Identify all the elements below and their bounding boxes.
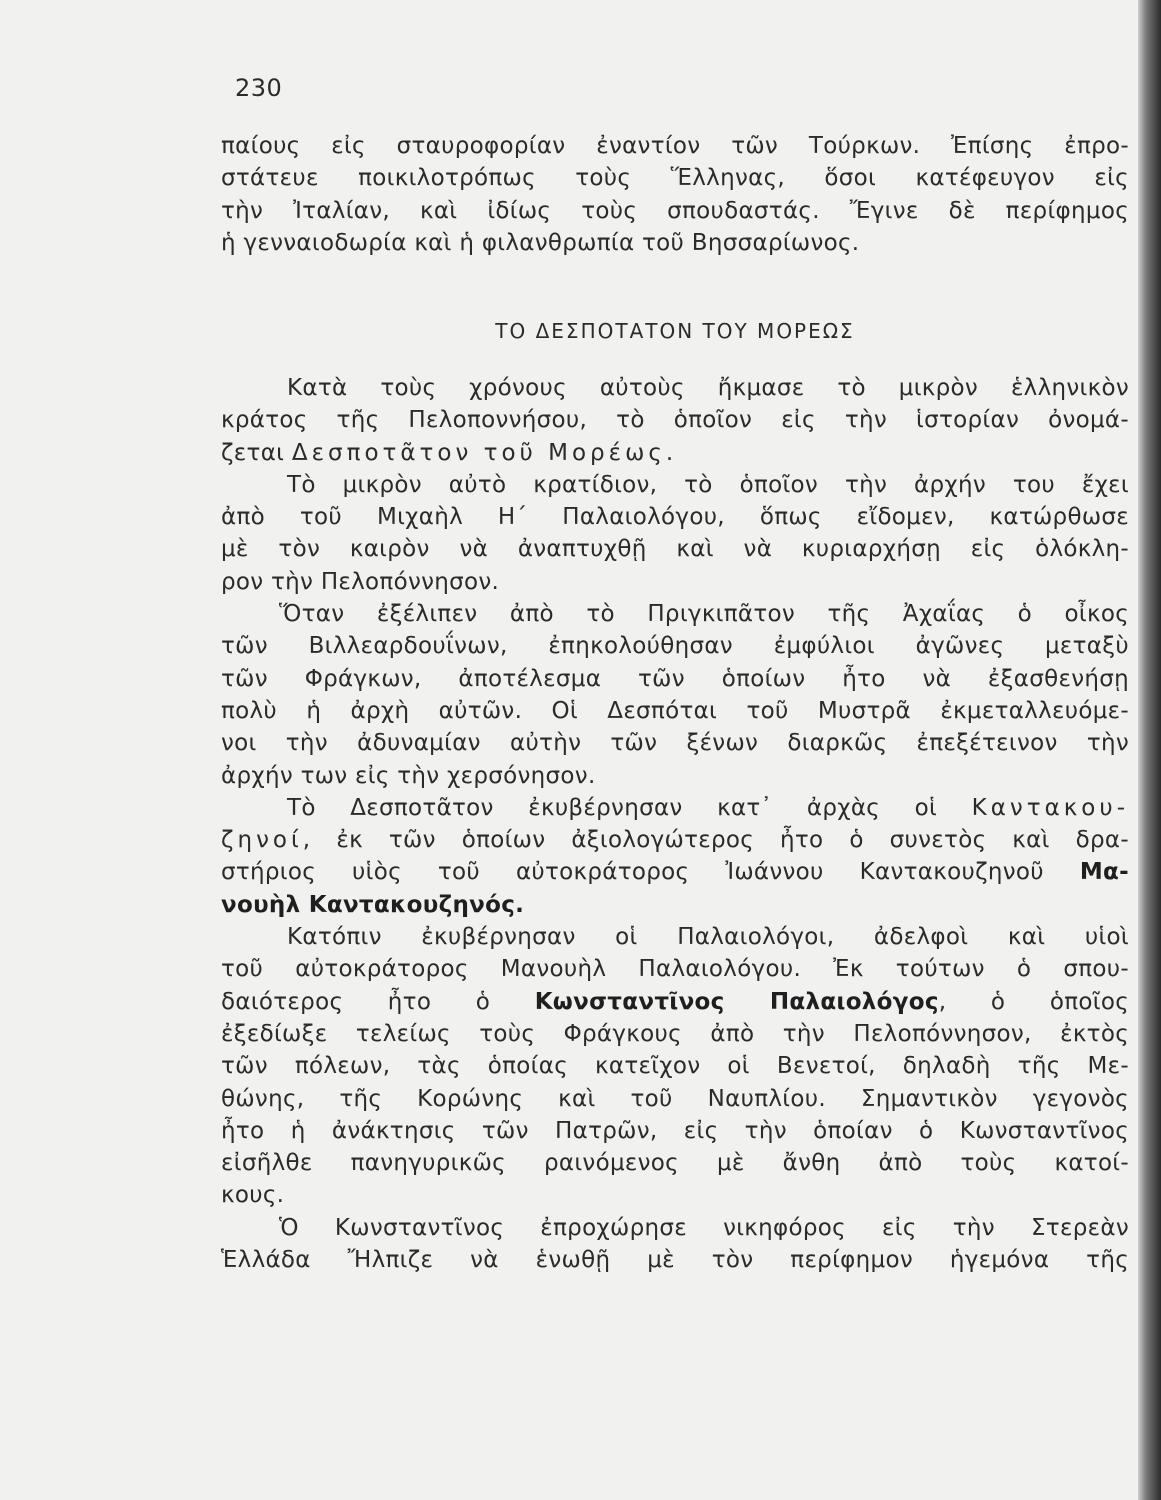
text-line: ἀπὸ τοῦ Μιχαὴλ Η΄ Παλαιολόγου, ὅπως εἴδομεν, κατώρθωσε <box>221 504 1129 531</box>
text-line: Ἑλλάδα Ἤλπιζε νὰ ἑνωθῇ μὲ τὸν περίφημον ἡγεμόνα τῆς <box>221 1247 1129 1274</box>
text-line: τῶν Φράγκων, ἀποτέλεσμα τῶν ὁποίων ἦτο νὰ ἐξασθενήσῃ <box>221 665 1129 692</box>
text-line: ἡ γενναιοδωρία καὶ ἡ φιλανθρωπία τοῦ Βησσαρίωνος. <box>221 229 860 256</box>
text-line <box>221 986 1129 1018</box>
text-line: πολὺ ἡ ἀρχὴ αὐτῶν. Οἱ Δεσπόται τοῦ Μυστρᾶ ἐκμεταλλευόμε- <box>221 697 1129 724</box>
text-line: ρον τὴν Πελοπόννησον. <box>221 568 500 595</box>
text-line <box>221 856 1129 888</box>
book-spine-shadow <box>1138 0 1161 1500</box>
text-line: μὲ τὸν καιρὸν νὰ ἀναπτυχθῇ καὶ νὰ κυριαρχήσῃ εἰς ὁλόκλη- <box>221 536 1129 563</box>
text-line: ἐξεδίωξε τελείως τοὺς Φράγκους ἀπὸ τὴν Πελοπόννησον, ἐκτὸς <box>221 1020 1129 1047</box>
text-line: Ὅταν ἐξέλιπεν ἀπὸ τὸ Πριγκιπᾶτον τῆς Ἀχαΐας ὁ οἶκος <box>279 601 1129 628</box>
text-line: Ὁ Κωνσταντῖνος ἐπροχώρησε νικηφόρος εἰς τὴν Στερεὰν <box>279 1214 1129 1241</box>
text-line: τὴν Ἰταλίαν, καὶ ἰδίως τοὺς σπουδαστάς. Ἔγινε δὲ περίφημος <box>221 197 1129 224</box>
text-line: ἦτο ἡ ἀνάκτησις τῶν Πατρῶν, εἰς τὴν ὁποίαν ὁ Κωνσταντῖνος <box>221 1117 1129 1144</box>
text-line: κους. <box>221 1182 285 1209</box>
text-run: , ὁ ὁποῖος <box>938 988 1129 1015</box>
spaced-term: Καντακου- <box>971 794 1129 821</box>
text-line: θώνης, τῆς Κορώνης καὶ τοῦ Ναυπλίου. Σημαντικὸν γεγονὸς <box>221 1085 1129 1112</box>
text-run: στήριος υἱὸς τοῦ αὐτοκράτορος Ἰωάννου Καντακουζηνοῦ <box>221 859 1080 886</box>
text-line: τῶν Βιλλεαρδουΐνων, ἐπηκολούθησαν ἐμφύλιοι ἀγῶνες μεταξὺ <box>221 633 1129 660</box>
text-line: τοῦ αὐτοκράτορος Μανουὴλ Παλαιολόγου. Ἐκ τούτων ὁ σπου- <box>221 956 1129 983</box>
text-line: νοι τὴν ἀδυναμίαν αὐτὴν τῶν ξένων διαρκῶς ἐπεξέτεινον τὴν <box>221 730 1129 757</box>
text-line: Κατὰ τοὺς χρόνους αὐτοὺς ἤκμασε τὸ μικρὸν ἑλληνικὸν <box>287 375 1129 401</box>
section-heading: ΤΟ ΔΕΣΠΟΤΑΤΟΝ ΤΟΥ ΜΟΡΕΩΣ <box>495 319 855 343</box>
text-line: Κατόπιν ἐκυβέρνησαν οἱ Παλαιολόγοι, ἀδελφοὶ καὶ υἱοὶ <box>287 924 1129 951</box>
text-line <box>221 437 1129 469</box>
page-number: 230 <box>235 74 283 102</box>
text-line: ἀρχήν των εἰς τὴν χερσόνησον. <box>221 762 596 789</box>
text-line: στάτευε ποικιλοτρόπως τοὺς Ἕλληνας, ὅσοι κατέφευγον εἰς <box>221 165 1129 192</box>
text-line: εἰσῆλθε πανηγυρικῶς ραινόμενος μὲ ἄνθη ἀπὸ τοὺς κατοί- <box>221 1150 1129 1177</box>
text-line: παίους εἰς σταυροφορίαν ἐναντίον τῶν Τούρκων. Ἐπίσης ἐπρο- <box>221 133 1129 159</box>
text-run: Τὸ Δεσποτᾶτον ἐκυβέρνησαν κατ᾿ ἀρχὰς οἱ <box>287 794 972 821</box>
text-line <box>221 792 1129 824</box>
text-run: δαιότερος ἦτο ὁ <box>221 988 535 1015</box>
spaced-term: ζηνοί <box>221 827 303 854</box>
bold-name: νουὴλ Καντακουζηνός. <box>221 891 525 918</box>
text-line: Τὸ μικρὸν αὐτὸ κρατίδιον, τὸ ὁποῖον τὴν ἀρχήν του ἔχει <box>287 471 1129 498</box>
text-run: , ἐκ τῶν ὁποίων ἀξιολογώτερος ἦτο ὁ συνετὸς καὶ δρα- <box>302 827 1129 854</box>
bold-name: Μα- <box>1079 859 1129 886</box>
text-run: ζεται <box>221 439 292 466</box>
spaced-term: Δεσποτᾶτον τοῦ Μορέως. <box>291 439 678 466</box>
text-line: κράτος τῆς Πελοποννήσου, τὸ ὁποῖον εἰς τὴν ἱστορίαν ὀνομά- <box>221 407 1129 434</box>
intro-paragraph <box>221 130 1129 259</box>
bold-name: Κωνσταντῖνος Παλαιολόγος <box>534 988 939 1015</box>
text-line <box>221 824 1129 856</box>
text-line: τῶν πόλεων, τὰς ὁποίας κατεῖχον οἱ Βενετοί, δηλαδὴ τῆς Με- <box>221 1053 1129 1080</box>
section-body <box>221 372 1129 1276</box>
